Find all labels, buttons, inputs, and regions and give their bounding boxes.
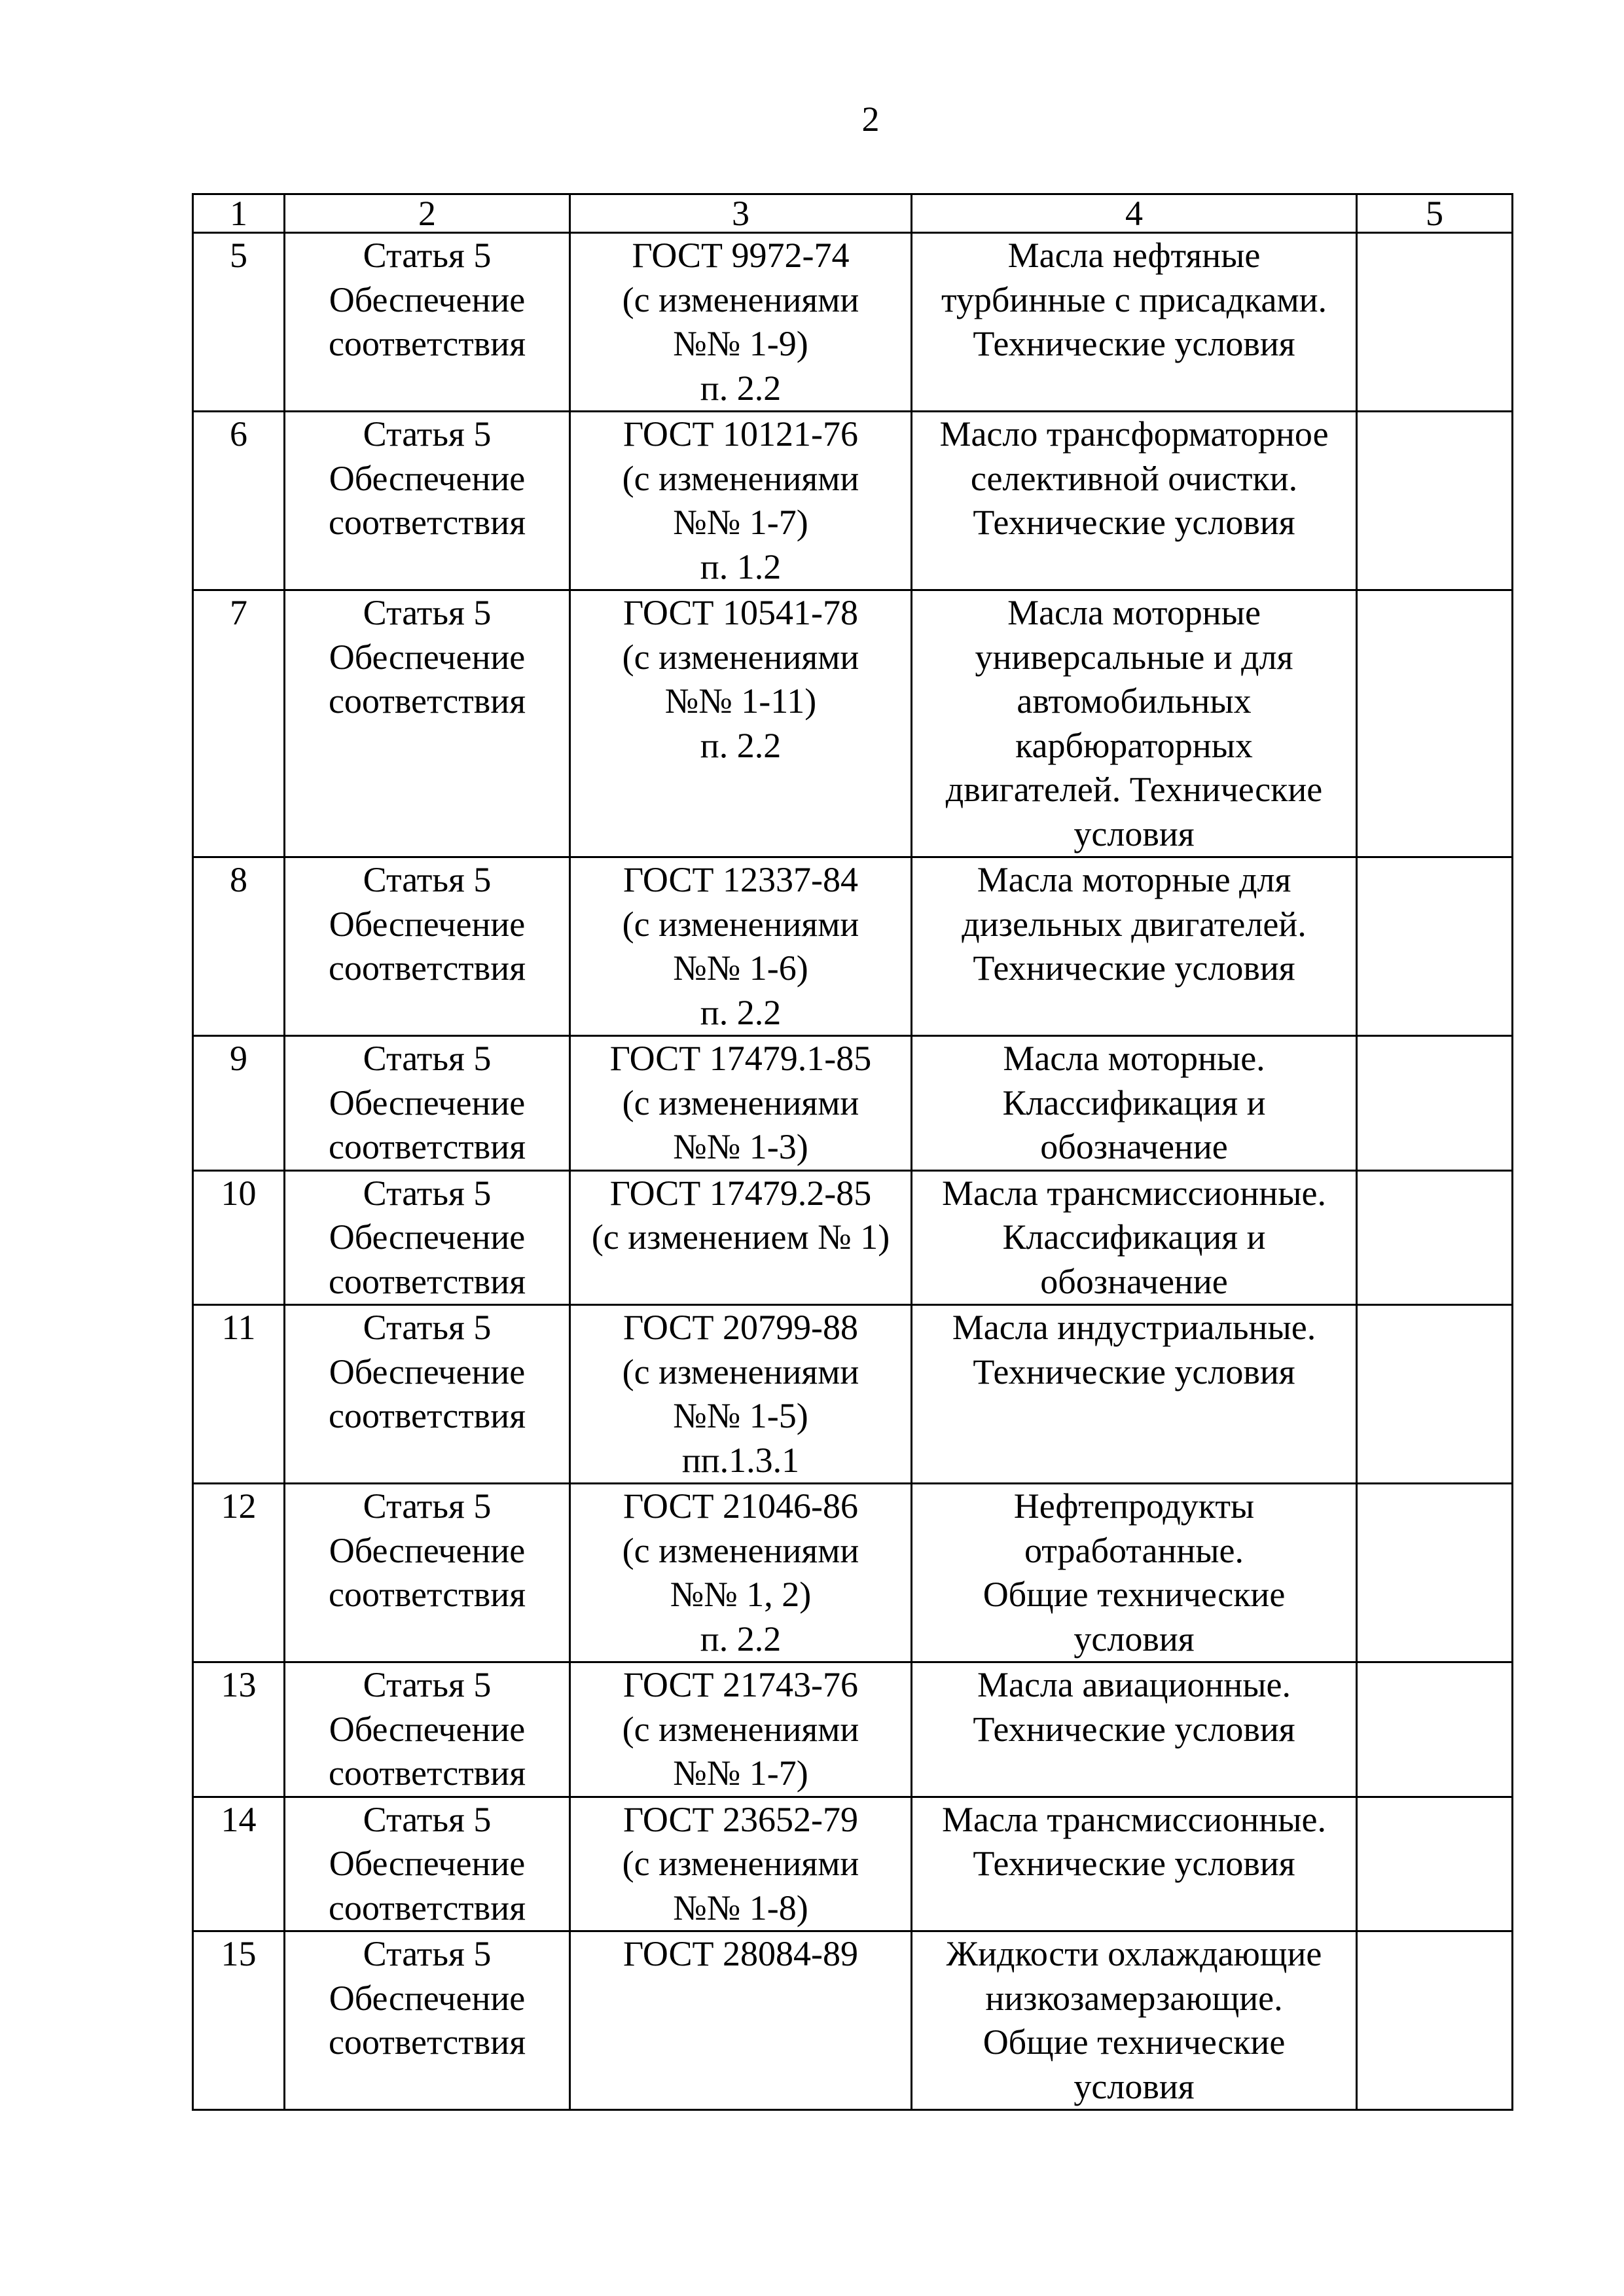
title-cell xyxy=(912,1305,1357,1484)
article-line: соответствия xyxy=(328,1575,526,1614)
article-cell xyxy=(285,1797,570,1931)
title-line: Масла трансмиссионные. xyxy=(942,1799,1326,1839)
article-cell xyxy=(285,1931,570,2110)
title-line: карбюраторных xyxy=(1015,725,1253,765)
title-line: двигателей. Технические xyxy=(945,770,1323,809)
standard-line: №№ 1, 2) xyxy=(670,1575,812,1614)
standard-line: (с изменениями xyxy=(622,1709,859,1749)
row-number-cell: 15 xyxy=(193,1931,285,2110)
title-line: турбинные с присадками. xyxy=(941,279,1327,319)
column-title-header: 4 xyxy=(912,194,1357,233)
row-number-cell: 5 xyxy=(193,233,285,412)
title-line: универсальные и для xyxy=(975,637,1293,677)
row-number-cell: 12 xyxy=(193,1484,285,1662)
article-line: Обеспечение xyxy=(329,458,526,498)
column-note-header: 5 xyxy=(1357,194,1513,233)
standard-line: №№ 1-3) xyxy=(673,1127,808,1166)
note-cell xyxy=(1357,1305,1513,1484)
note-cell xyxy=(1357,1931,1513,2110)
table-row xyxy=(193,412,1513,590)
article-cell xyxy=(285,857,570,1036)
standard-line: ГОСТ 21743-76 xyxy=(623,1665,858,1704)
note-cell xyxy=(1357,1170,1513,1305)
article-cell xyxy=(285,1305,570,1484)
table-header-row xyxy=(193,194,1513,233)
standard-line: №№ 1-6) xyxy=(673,948,808,988)
standard-line: п. 2.2 xyxy=(700,368,782,408)
article-line: Обеспечение xyxy=(329,1844,526,1883)
standard-cell xyxy=(570,1797,912,1931)
standard-line: (с изменениями xyxy=(622,1083,859,1122)
title-cell xyxy=(912,1484,1357,1662)
title-line: Классификация и xyxy=(1002,1217,1266,1257)
article-line: Обеспечение xyxy=(329,279,526,319)
standard-line: ГОСТ 17479.1-85 xyxy=(609,1039,872,1078)
standard-line: (с изменениями xyxy=(622,904,859,944)
standard-cell xyxy=(570,1484,912,1662)
article-cell xyxy=(285,1662,570,1797)
title-line: Технические условия xyxy=(973,1709,1295,1749)
standard-line: (с изменениями xyxy=(622,1352,859,1391)
standard-line: п. 2.2 xyxy=(700,992,782,1032)
standard-line: №№ 1-5) xyxy=(673,1396,808,1435)
standard-cell xyxy=(570,1305,912,1484)
title-line: Технические условия xyxy=(973,324,1295,363)
table-row xyxy=(193,1484,1513,1662)
article-line: соответствия xyxy=(328,324,526,363)
standard-line: ГОСТ 9972-74 xyxy=(632,236,850,275)
title-line: условия xyxy=(1074,2066,1195,2106)
column-article-header: 2 xyxy=(285,194,570,233)
article-line: соответствия xyxy=(328,681,526,721)
standard-line: №№ 1-9) xyxy=(673,324,808,363)
table-row xyxy=(193,1931,1513,2110)
table-row xyxy=(193,1662,1513,1797)
standard-line: п. 2.2 xyxy=(700,1619,782,1659)
row-number-cell: 9 xyxy=(193,1036,285,1171)
title-line: Нефтепродукты xyxy=(1013,1486,1255,1526)
table-row xyxy=(193,233,1513,412)
article-cell xyxy=(285,412,570,590)
standard-line: (с изменениями xyxy=(622,1844,859,1883)
standard-line: ГОСТ 10541-78 xyxy=(623,593,858,632)
article-line: Статья 5 xyxy=(363,1486,492,1526)
standard-cell xyxy=(570,590,912,857)
row-number-cell: 11 xyxy=(193,1305,285,1484)
standard-line: (с изменениями xyxy=(622,279,859,319)
article-cell xyxy=(285,1036,570,1171)
title-line: Жидкости охлаждающие xyxy=(946,1934,1322,1973)
row-number-cell: 6 xyxy=(193,412,285,590)
note-cell xyxy=(1357,1797,1513,1931)
title-line: Масло трансформаторное xyxy=(939,414,1329,454)
title-cell xyxy=(912,233,1357,412)
title-line: условия xyxy=(1074,814,1195,853)
table-row xyxy=(193,590,1513,857)
article-line: Статья 5 xyxy=(363,860,492,899)
article-line: Статья 5 xyxy=(363,414,492,454)
article-line: Обеспечение xyxy=(329,1709,526,1749)
article-line: Статья 5 xyxy=(363,1173,492,1213)
title-line: Масла трансмиссионные. xyxy=(942,1173,1326,1213)
row-number-cell: 8 xyxy=(193,857,285,1036)
title-cell xyxy=(912,1170,1357,1305)
article-line: Статья 5 xyxy=(363,1039,492,1078)
note-cell xyxy=(1357,1484,1513,1662)
standard-line: п. 2.2 xyxy=(700,725,782,765)
title-line: Масла нефтяные xyxy=(1007,236,1261,275)
table-row xyxy=(193,1797,1513,1931)
row-number-cell: 10 xyxy=(193,1170,285,1305)
title-line: дизельных двигателей. xyxy=(962,904,1307,944)
standard-line: (с изменениями xyxy=(622,637,859,677)
article-line: соответствия xyxy=(328,1396,526,1435)
note-cell xyxy=(1357,412,1513,590)
standard-cell xyxy=(570,1036,912,1171)
standard-line: ГОСТ 23652-79 xyxy=(623,1799,858,1839)
title-line: обозначение xyxy=(1040,1261,1228,1301)
standard-cell xyxy=(570,233,912,412)
article-line: Статья 5 xyxy=(363,1799,492,1839)
page-number: 2 xyxy=(861,99,880,139)
title-line: обозначение xyxy=(1040,1127,1228,1166)
title-line: Масла авиационные. xyxy=(977,1665,1291,1704)
row-number-cell: 13 xyxy=(193,1662,285,1797)
standard-line: №№ 1-7) xyxy=(673,503,808,542)
note-cell xyxy=(1357,857,1513,1036)
standard-line: №№ 1-11) xyxy=(664,681,817,721)
article-line: Статья 5 xyxy=(363,593,492,632)
standard-line: №№ 1-7) xyxy=(673,1753,808,1793)
title-line: Масла моторные xyxy=(1007,593,1261,632)
standard-line: №№ 1-8) xyxy=(673,1888,808,1928)
article-line: Статья 5 xyxy=(363,1934,492,1973)
standard-line: (с изменением № 1) xyxy=(591,1217,890,1257)
note-cell xyxy=(1357,590,1513,857)
article-line: Обеспечение xyxy=(329,1530,526,1570)
article-line: Обеспечение xyxy=(329,1083,526,1122)
standard-line: ГОСТ 12337-84 xyxy=(623,860,858,899)
article-line: Обеспечение xyxy=(329,1352,526,1391)
title-line: автомобильных xyxy=(1017,681,1252,721)
article-cell xyxy=(285,590,570,857)
title-cell xyxy=(912,412,1357,590)
title-cell xyxy=(912,1036,1357,1171)
column-standard-header: 3 xyxy=(570,194,912,233)
standard-cell xyxy=(570,857,912,1036)
standard-cell xyxy=(570,1170,912,1305)
standard-line: п. 1.2 xyxy=(700,547,782,586)
standard-cell xyxy=(570,1931,912,2110)
table-row xyxy=(193,1170,1513,1305)
standard-line: (с изменениями xyxy=(622,458,859,498)
table-row xyxy=(193,1036,1513,1171)
article-line: соответствия xyxy=(328,1888,526,1928)
title-line: Масла моторные для xyxy=(977,860,1291,899)
article-line: соответствия xyxy=(328,948,526,988)
title-cell xyxy=(912,1931,1357,2110)
article-cell xyxy=(285,233,570,412)
title-cell xyxy=(912,1662,1357,1797)
article-line: соответствия xyxy=(328,503,526,542)
title-cell xyxy=(912,857,1357,1036)
title-line: селективной очистки. xyxy=(970,458,1298,498)
standard-line: ГОСТ 28084-89 xyxy=(623,1934,858,1973)
title-line: Технические условия xyxy=(973,948,1295,988)
article-line: Обеспечение xyxy=(329,637,526,677)
title-line: низкозамерзающие. xyxy=(985,1978,1283,2018)
article-cell xyxy=(285,1484,570,1662)
title-line: Общие технические xyxy=(983,2022,1286,2062)
title-line: Масла индустриальные. xyxy=(952,1308,1316,1347)
title-line: Классификация и xyxy=(1002,1083,1266,1122)
standard-line: (с изменениями xyxy=(622,1530,859,1570)
title-cell xyxy=(912,1797,1357,1931)
note-cell xyxy=(1357,1036,1513,1171)
title-cell xyxy=(912,590,1357,857)
article-line: соответствия xyxy=(328,2022,526,2062)
title-line: Масла моторные. xyxy=(1003,1039,1265,1078)
standard-line: ГОСТ 20799-88 xyxy=(623,1308,858,1347)
note-cell xyxy=(1357,233,1513,412)
standard-line: ГОСТ 21046-86 xyxy=(623,1486,858,1526)
standards-table xyxy=(192,193,1513,2111)
title-line: Общие технические xyxy=(983,1575,1286,1614)
article-line: Обеспечение xyxy=(329,1217,526,1257)
article-line: Статья 5 xyxy=(363,1308,492,1347)
article-line: Статья 5 xyxy=(363,236,492,275)
row-number-cell: 14 xyxy=(193,1797,285,1931)
row-number-cell: 7 xyxy=(193,590,285,857)
article-cell xyxy=(285,1170,570,1305)
table-row xyxy=(193,857,1513,1036)
standard-line: ГОСТ 17479.2-85 xyxy=(609,1173,872,1213)
standard-line: ГОСТ 10121-76 xyxy=(623,414,858,454)
note-cell xyxy=(1357,1662,1513,1797)
title-line: Технические условия xyxy=(973,503,1295,542)
title-line: Технические условия xyxy=(973,1844,1295,1883)
column-number-header: 1 xyxy=(193,194,285,233)
title-line: отработанные. xyxy=(1024,1530,1244,1570)
article-line: Обеспечение xyxy=(329,904,526,944)
article-line: Статья 5 xyxy=(363,1665,492,1704)
standard-cell xyxy=(570,1662,912,1797)
article-line: соответствия xyxy=(328,1753,526,1793)
title-line: Технические условия xyxy=(973,1352,1295,1391)
article-line: соответствия xyxy=(328,1261,526,1301)
article-line: Обеспечение xyxy=(329,1978,526,2018)
article-line: соответствия xyxy=(328,1127,526,1166)
table-row xyxy=(193,1305,1513,1484)
title-line: условия xyxy=(1074,1619,1195,1659)
standard-cell xyxy=(570,412,912,590)
standard-line: пп.1.3.1 xyxy=(681,1440,800,1480)
